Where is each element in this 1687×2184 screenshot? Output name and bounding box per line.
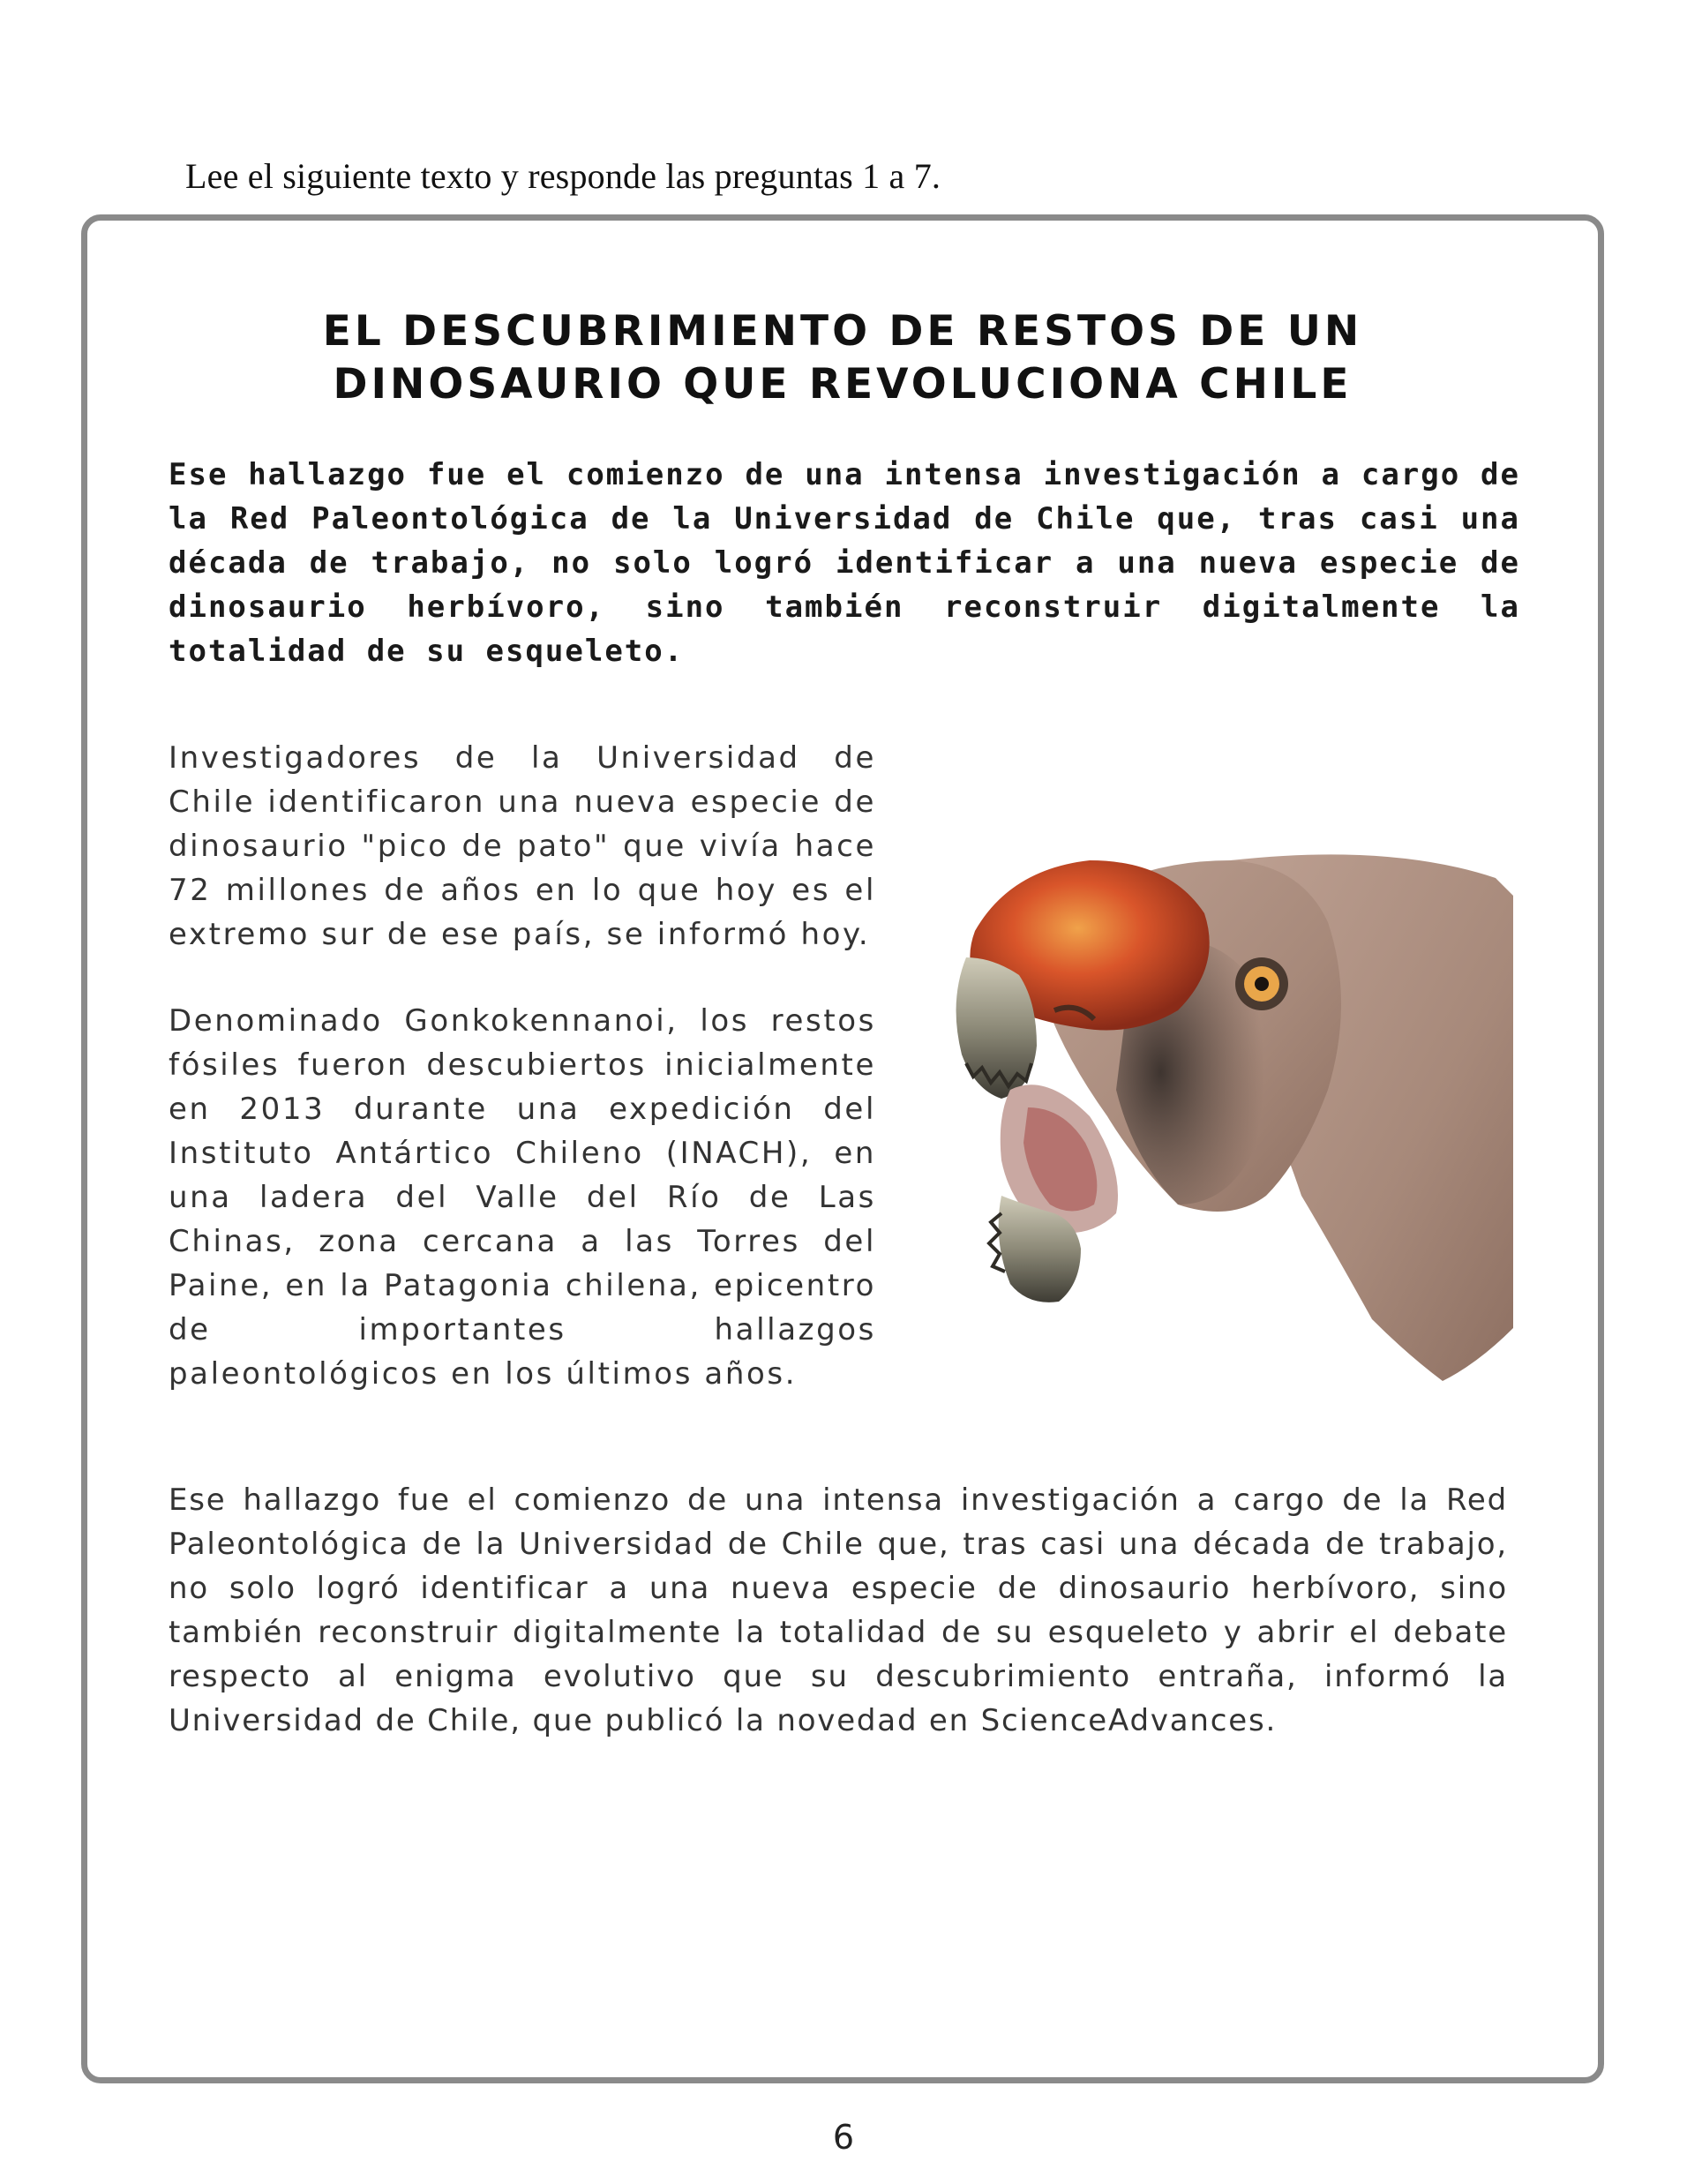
- body-paragraph-1: Investigadores de la Universidad de Chile identificaron una nueva especie de dinosaurio "pico de pato" que vivía hace 72 millones de años en lo que hoy es el extremo sur de ese país, se informó hoy.: [169, 740, 876, 952]
- article-title: [81, 305, 1604, 411]
- pupil: [1255, 977, 1269, 991]
- body-paragraph-3: Ese hallazgo fue el comienzo de una intensa investigación a cargo de la Red Paleontológica de la Universidad de Chile que, tras casi una década de trabajo, no solo logró identificar a una nueva especie de dinosaurio herbívoro, sino también reconstruir digitalmente la totalidad de su esqueleto y abrir el debate respecto al enigma evolutivo que su descubrimiento entraña, informó la Universidad de Chile, que publicó la novedad en ScienceAdvances.: [169, 1482, 1508, 1738]
- instruction-text: Lee el siguiente texto y responde las preguntas 1 a 7.: [185, 156, 941, 196]
- body-paragraph-2: Denominado Gonkokennanoi, los restos fósiles fueron descubiertos inicialmente en 2013 durante una expedición del Instituto Antártico Chileno (INACH), en una ladera del Valle del Río de Las Chinas, zona cercana a las Torres del Paine, en la Patagonia chilena, epicentro de importantes hallazgos paleontológicos en los últimos años.: [169, 1003, 876, 1392]
- page-number: 6: [832, 2118, 855, 2157]
- title-line-1: EL DESCUBRIMIENTO DE RESTOS DE UN: [322, 307, 1363, 356]
- lead-paragraph: Ese hallazgo fue el comienzo de una intensa investigación a cargo de la Red Paleontológica de la Universidad de Chile que, tras casi una década de trabajo, no solo logró identificar a una nueva especie de dinosaurio herbívoro, sino también reconstruir digitalmente la totalidad de su esqueleto.: [169, 457, 1520, 669]
- duck-billed-dinosaur-head-icon: [913, 825, 1513, 1385]
- title-line-2: DINOSAURIO QUE REVOLUCIONA CHILE: [333, 360, 1353, 409]
